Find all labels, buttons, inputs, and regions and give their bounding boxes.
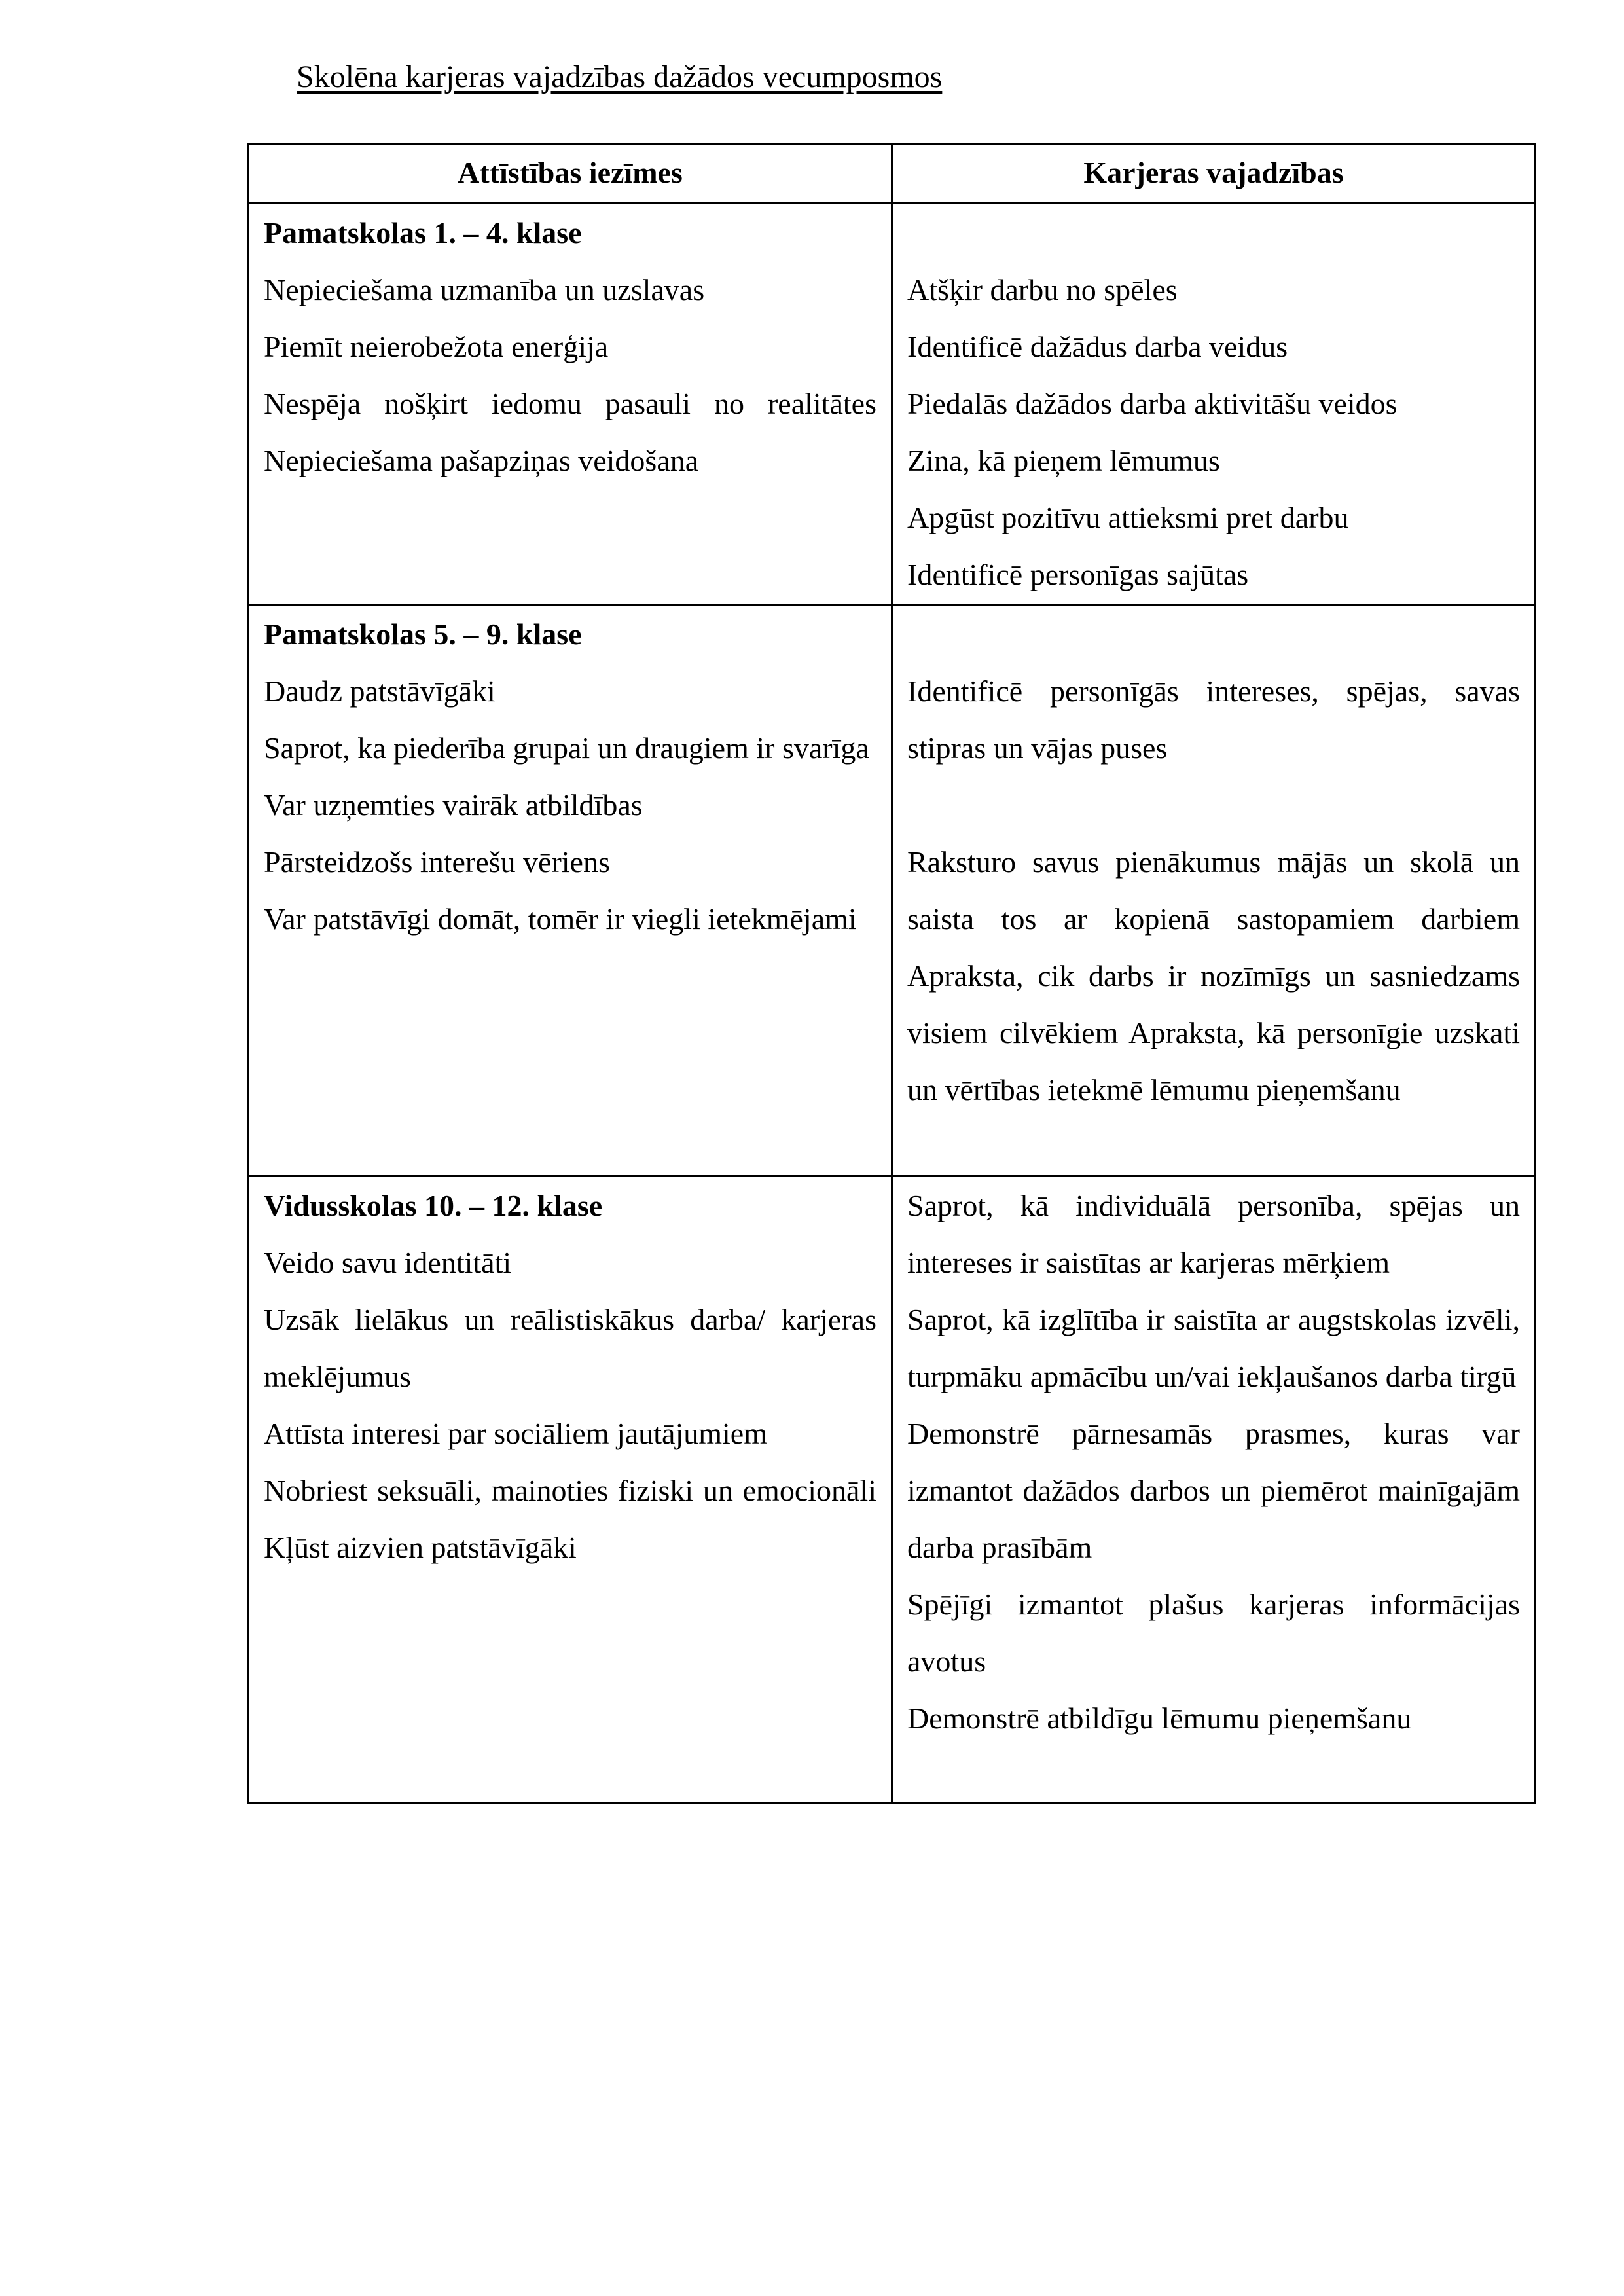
need-item: Identificē personīgās intereses, spējas, savas stipras un vājas puses [907, 674, 1520, 765]
header-development-traits: Attīstības iezīmes [249, 145, 892, 204]
header-career-needs: Karjeras vajadzības [892, 145, 1536, 204]
trait-item: Var uzņemties vairāk atbildības [264, 788, 643, 822]
need-item: Saprot, kā individuālā personība, spējas un intereses ir saistītas ar karjeras mērķiem [907, 1189, 1520, 1279]
trait-item: Piemīt neierobežota enerģija [264, 330, 609, 363]
career-needs-table [247, 143, 1536, 1804]
table-header-row [249, 145, 1536, 204]
need-item: Spējīgi izmantot plašus karjeras informācijas avotus [907, 1588, 1520, 1678]
need-item: Identificē personīgas sajūtas [907, 558, 1249, 591]
traits-cell [249, 1176, 892, 1803]
trait-item: Nobriest seksuāli, mainoties fiziski un emocionāli Kļūst aizvien patstāvīgāki [264, 1474, 876, 1564]
need-item: Zina, kā pieņem lēmumus [907, 444, 1220, 477]
stage-title: Vidusskolas 10. – 12. klase [264, 1189, 603, 1222]
traits-cell [249, 605, 892, 1176]
need-item: Demonstrē pārnesamās prasmes, kuras var izmantot dažādos darbos un piemērot mainīgajām darba prasībām [907, 1417, 1520, 1564]
traits-cell [249, 204, 892, 605]
blank-line [907, 204, 1520, 261]
need-item: Piedalās dažādos darba aktivitāšu veidos [907, 387, 1398, 420]
need-item: Demonstrē atbildīgu lēmumu pieņemšanu [907, 1702, 1412, 1735]
stage-title: Pamatskolas 1. – 4. klase [264, 216, 582, 249]
document-title: Skolēna karjeras vajadzības dažādos vecumposmos [297, 60, 943, 94]
blank-line [907, 776, 1520, 833]
trait-item: Uzsāk lielākus un reālistiskākus darba/ karjeras meklējumus [264, 1303, 876, 1393]
needs-cell [892, 605, 1536, 1176]
need-item: Atšķir darbu no spēles [907, 273, 1178, 306]
trait-item: Daudz patstāvīgāki [264, 674, 496, 708]
trait-item: Var patstāvīgi domāt, tomēr ir viegli ietekmējami [264, 902, 857, 936]
stage-title: Pamatskolas 5. – 9. klase [264, 617, 582, 651]
trait-item: Veido savu identitāti [264, 1246, 512, 1279]
trait-item: Nepieciešama uzmanība un uzslavas [264, 273, 705, 306]
table-row [249, 1176, 1536, 1803]
trait-item: Nepieciešama pašapziņas veidošana [264, 444, 699, 477]
need-item: Apgūst pozitīvu attieksmi pret darbu [907, 501, 1349, 534]
trait-item: Pārsteidzošs interešu vēriens [264, 845, 610, 879]
trait-item: Nespēja nošķirt iedomu pasauli no realitātes [264, 387, 876, 420]
table-row [249, 204, 1536, 605]
need-item: Identificē dažādus darba veidus [907, 330, 1288, 363]
trait-item: Attīsta interesi par sociāliem jautājumiem [264, 1417, 767, 1450]
needs-cell [892, 1176, 1536, 1803]
trait-item: Saprot, ka piederība grupai un draugiem ir svarīga [264, 731, 869, 765]
table-row [249, 605, 1536, 1176]
needs-cell [892, 204, 1536, 605]
need-item: Saprot, kā izglītība ir saistīta ar augstskolas izvēli, turpmāku apmācību un/vai iekļaušanos darba tirgū [907, 1303, 1520, 1393]
blank-line [907, 606, 1520, 663]
need-item: Raksturo savus pienākumus mājās un skolā un saista tos ar kopienā sastopamiem darbiem Apraksta, cik darbs ir nozīmīgs un sasniedzams visiem cilvēkiem Apraksta, kā personīgie uzskati un vērtības ietekmē lēmumu pieņemšanu [907, 845, 1520, 1106]
